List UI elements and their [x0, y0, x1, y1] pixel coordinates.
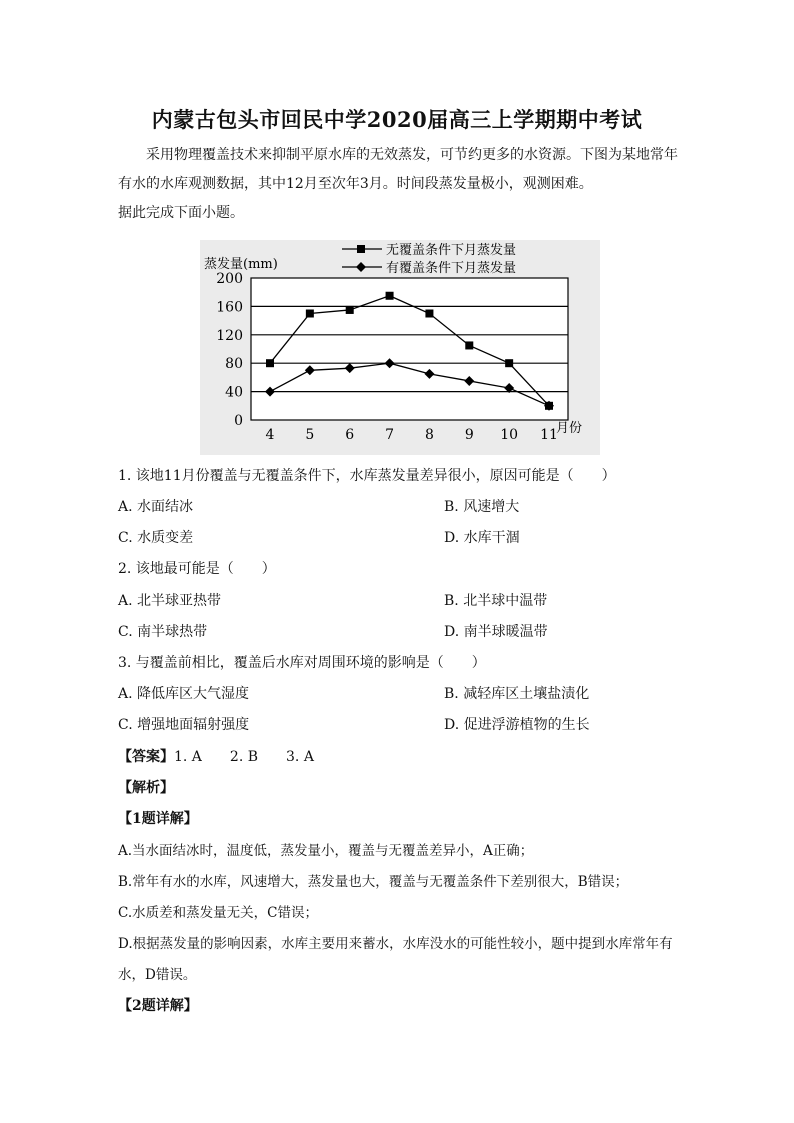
y-axis-label: 蒸发量(mm) [204, 257, 278, 272]
intro-instruction: 据此完成下面小题。 [118, 205, 244, 221]
x-tick-label-5: 5 [305, 427, 315, 443]
y-tick-label-0: 0 [234, 413, 243, 429]
q2-option-a: A. 北半球亚热带 [118, 593, 222, 609]
q3-option-a: A. 降低库区大气湿度 [118, 686, 250, 702]
q1-detail-heading: 【1题详解】 [118, 811, 198, 827]
q2-option-b: B. 北半球中温带 [444, 593, 548, 609]
q3-option-d: D. 促进浮游植物的生长 [444, 717, 590, 733]
x-tick-label-9: 9 [464, 427, 474, 443]
page-title: 内蒙古包头市回民中学2020届高三上学期期中考试 [151, 107, 643, 132]
legend-label-covered: 有覆盖条件下月蒸发量 [386, 261, 517, 276]
analysis-label: 【解析】 [118, 780, 174, 796]
data-point-uncovered-5 [306, 310, 314, 318]
y-tick-label-160: 160 [216, 299, 243, 316]
q1-option-a: A. 水面结冰 [118, 499, 194, 515]
x-tick-label-10: 10 [500, 427, 519, 443]
evaporation-chart [200, 240, 600, 455]
x-axis-label: 月份 [556, 421, 583, 436]
y-tick-label-120: 120 [216, 327, 243, 344]
q1-detail-text [118, 836, 678, 991]
q3-option-b: B. 减轻库区土壤盐渍化 [444, 686, 590, 702]
data-point-uncovered-9 [465, 341, 473, 349]
q1-detail-line-a: A.当水面结冰时，温度低，蒸发量小，覆盖与无覆盖差异小，A正确； [118, 843, 534, 859]
x-tick-label-8: 8 [424, 427, 434, 443]
data-point-uncovered-7 [386, 292, 394, 300]
x-tick-label-7: 7 [385, 427, 395, 443]
data-point-uncovered-6 [346, 306, 354, 314]
q1-detail-line-d: D.根据蒸发量的影响因素，水库主要用来蓄水，水库没水的可能性较小，题中提到水库常年有水，D错误。 [118, 936, 673, 983]
chart-svg [200, 240, 600, 455]
q1-detail-line-c: C.水质差和蒸发量无关，C错误； [118, 905, 318, 921]
q1-option-d: D. 水库干涸 [444, 530, 520, 546]
question-2-stem: 2. 该地最可能是（ ） [118, 561, 276, 577]
y-tick-label-40: 40 [225, 384, 243, 401]
q2-option-c: C. 南半球热带 [118, 624, 208, 640]
question-3-stem: 3. 与覆盖前相比，覆盖后水库对周围环境的影响是（ ） [118, 655, 486, 671]
data-point-uncovered-8 [425, 310, 433, 318]
q2-detail-heading: 【2题详解】 [118, 998, 198, 1014]
answer-label: 【答案】 [118, 749, 174, 765]
legend-marker-square [357, 245, 365, 253]
y-tick-label-80: 80 [225, 356, 243, 373]
q1-option-c: C. 水质变差 [118, 530, 194, 546]
q3-option-c: C. 增强地面辐射强度 [118, 717, 250, 733]
data-point-uncovered-10 [505, 359, 513, 367]
answer-text: 1. A 2. B 3. A [174, 749, 314, 765]
intro-paragraph: 采用物理覆盖技术来抑制平原水库的无效蒸发，可节约更多的水资源。下图为某地常年有水的水库观测数据，其中12月至次年3月。时间段蒸发量极小，观测困难。 [118, 147, 678, 192]
q2-option-d: D. 南半球暖温带 [444, 624, 548, 640]
plot-area [251, 278, 568, 420]
x-tick-label-11: 11 [540, 427, 558, 443]
question-1-stem: 1. 该地11月份覆盖与无覆盖条件下，水库蒸发量差异很小，原因可能是（ ） [118, 468, 616, 484]
answer-row [118, 745, 314, 769]
x-tick-label-6: 6 [345, 427, 355, 443]
y-tick-label-200: 200 [216, 271, 243, 287]
data-point-uncovered-4 [266, 359, 274, 367]
q1-detail-line-b: B.常年有水的水库，风速增大，蒸发量也大，覆盖与无覆盖条件下差别很大，B错误； [118, 874, 629, 890]
x-tick-label-4: 4 [265, 427, 275, 443]
q1-option-b: B. 风速增大 [444, 499, 520, 515]
legend-label-uncovered: 无覆盖条件下月蒸发量 [386, 243, 517, 258]
